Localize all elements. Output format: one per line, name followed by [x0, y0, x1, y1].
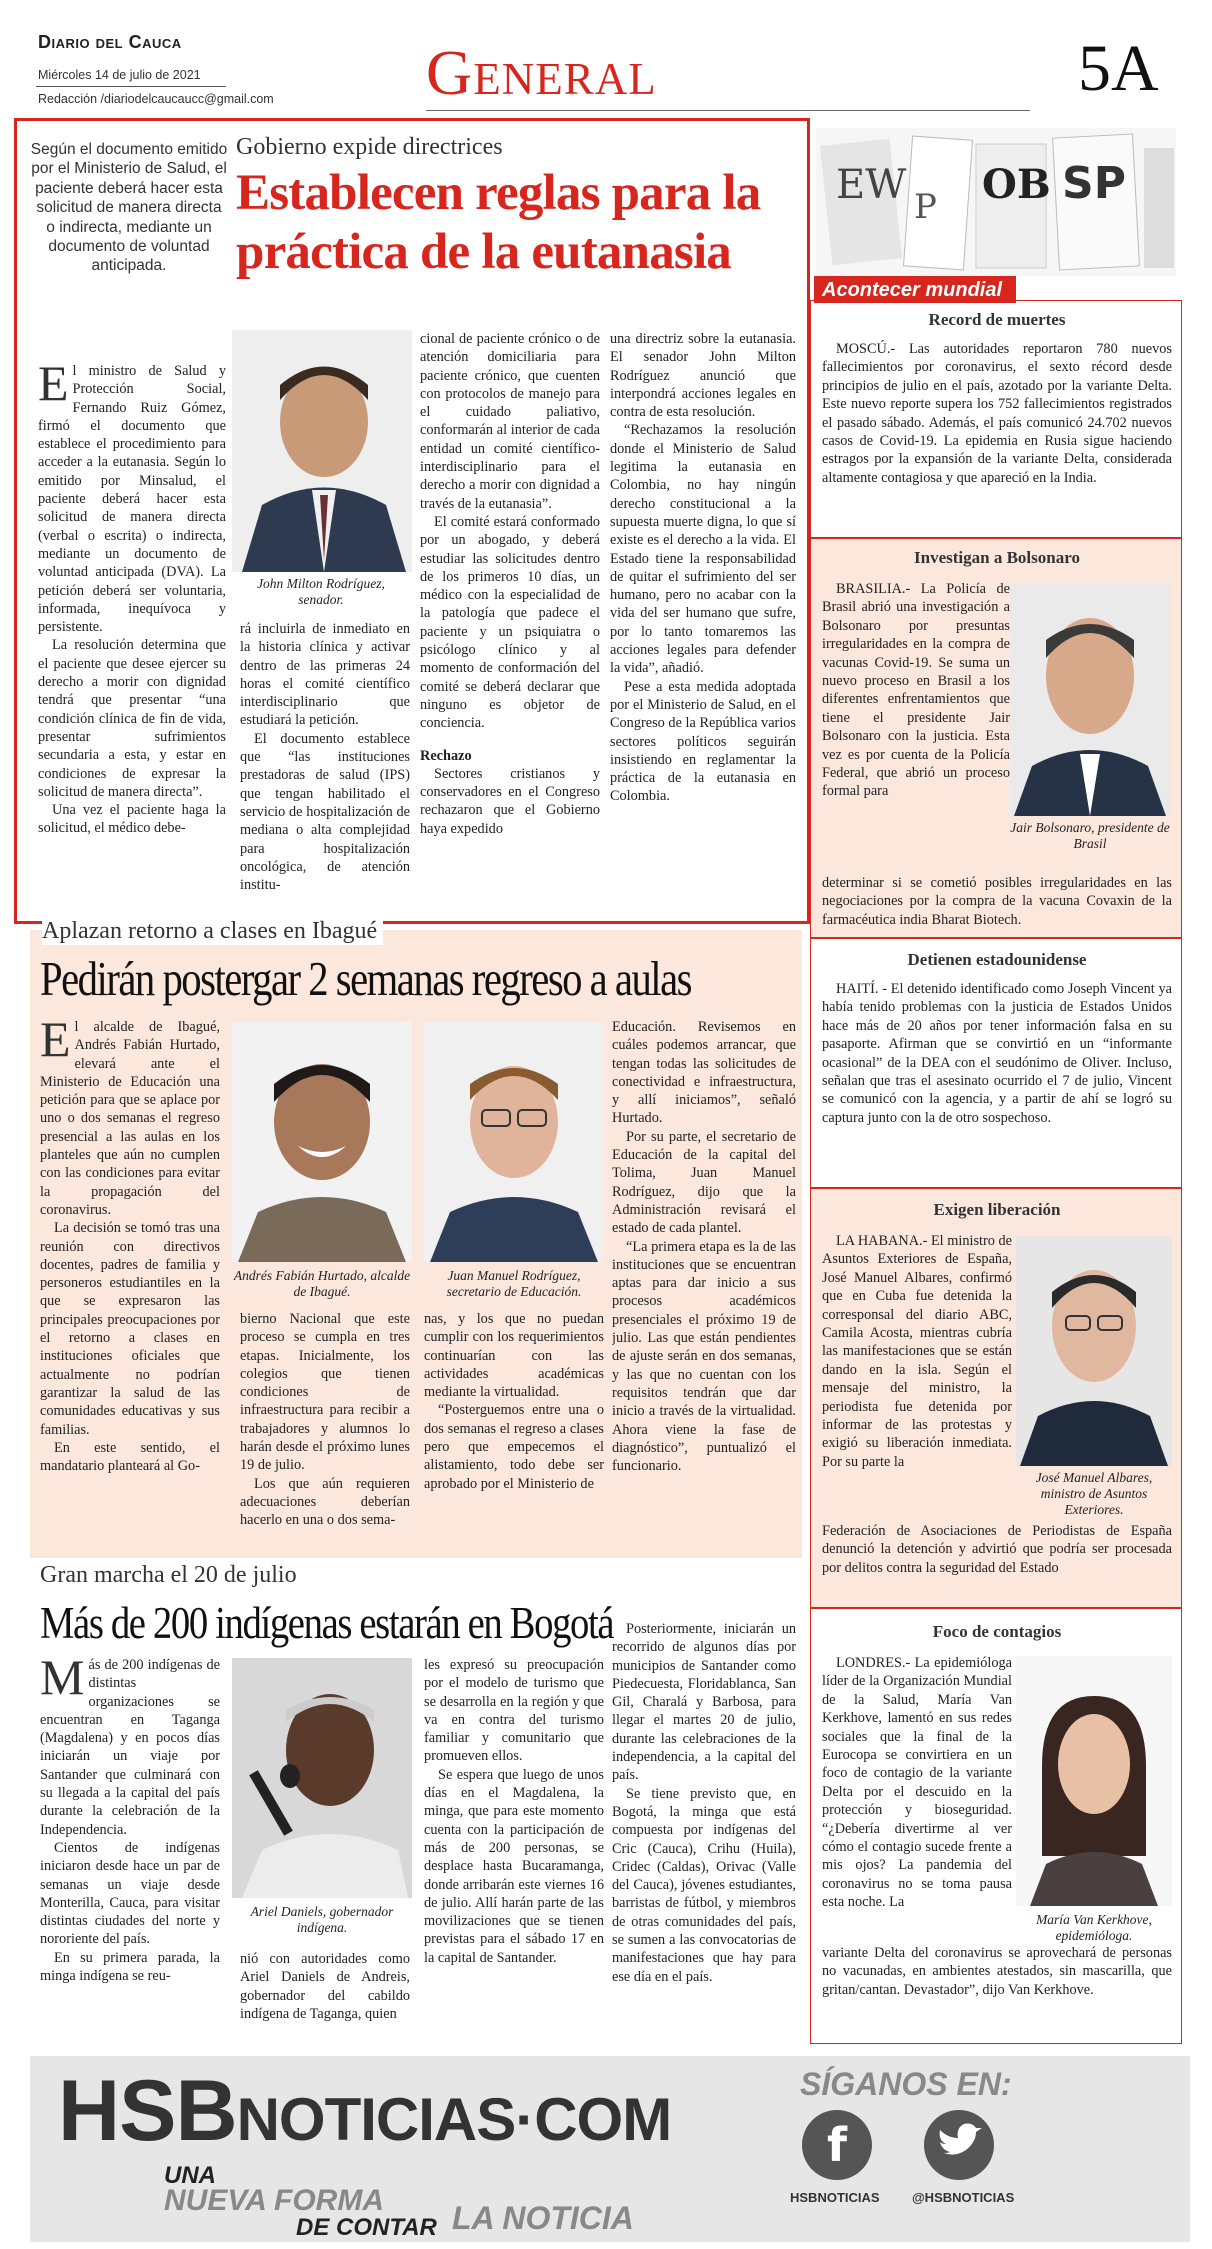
dropcap: M	[40, 1656, 85, 1705]
caption-bolsonaro: Jair Bolsonaro, presidente de Brasil	[1010, 820, 1170, 851]
ibague-col1	[40, 1018, 220, 1548]
svg-text:P: P	[914, 187, 937, 227]
ibague-col3	[424, 1310, 604, 1550]
eutanasia-col3	[420, 330, 600, 920]
caption-van-kerkhove: María Van Kerkhove, epidemióloga.	[1036, 1912, 1152, 1943]
ibague-headline: Pedirán postergar 2 semanas regreso a aulas	[40, 951, 692, 1006]
box-text	[822, 1522, 1172, 1577]
photo-john-milton	[232, 330, 412, 572]
paragraph: En su primera parada, la minga indígena se reu-	[40, 1949, 220, 1985]
paragraph: bierno Nacional que este proceso se cumpla en tres etapas. Inicialmente, los colegios que tienen condiciones de infraestructura para recibir a trabajadores y alumnos lo harán desde el próximo lunes 19 de julio.	[240, 1311, 410, 1474]
masthead-email: Redacción /diariodelcaucaucc@gmail.com	[38, 92, 274, 106]
paragraph: “Rechazamos la resolución donde el Ministerio de Salud legitima la eutanasia en Colombia, no hay ningún derecho constitucional a la supuesta muerte digna, lo que sí existe es el derecho a la vida. El Estado tiene la responsabilidad de quitar el sufrimiento del ser humano, pero no acabar con la vida del ser humano que sufre, por lo tanto tomaremos las acciones legales para defender la vida”, añadió.	[610, 422, 796, 677]
caption-albares: José Manuel Albares, ministro de Asuntos Exteriores.	[1035, 1470, 1153, 1517]
paragraph: Se espera que luego de unos días en el Magdalena, la minga, que para este momento cuenta con la participación de más de 200 personas, se desplace hasta Bucaramanga, donde arribarán este viernes 16 de julio. Allí harán parte de las movilizaciones que se tienen previstas para el sábado 17 en la capital de Santander.	[424, 1766, 604, 1966]
paragraph: “La primera etapa es la de las instituciones que se encuentran aptas para dar inicio a sus procesos académicos presenciales el próximo 19 de julio. Las que están pendientes de ajuste serán en dos semanas, y las que no cuentan con los requisitos tendrán que dar inicio a través de la virtualidad. Ahora viene la fase de diagnóstico”, puntualizó el funcionario.	[612, 1238, 796, 1475]
slogan-de-contar: DE CONTAR	[296, 2214, 437, 2241]
twitter-handle[interactable]: @HSBNOTICIAS	[912, 2190, 1015, 2205]
person-photo-icon	[1010, 584, 1170, 816]
eutanasia-lead: Según el documento emitido por el Ministerio de Salud, el paciente deberá hacer esta solicitud de manera directa o indirecta, mediante un documento de voluntad anticipada.	[30, 141, 228, 275]
paragraph: variante Delta del coronavirus se aprovechará de personas no vacunadas, en ambientes atestados, sin mascarilla, que gritan/cantan. Devastador”, dijo Van Kerkhove.	[822, 1945, 1172, 1998]
caption-juan-manuel: Juan Manuel Rodríguez, secretario de Educación.	[446, 1268, 582, 1299]
paragraph: Educación. Revisemos en cuáles podemos arrancar, que tengan todas las solicitudes de conectividad e infraestructura, y allí iniciamos”, señaló Hurtado.	[612, 1019, 796, 1127]
indigenas-headline: Más de 200 indígenas estarán en Bogotá	[40, 1598, 614, 1648]
photo-andres-hurtado	[232, 1022, 412, 1262]
masthead-line	[426, 110, 1030, 111]
caption-andres-hurtado: Andrés Fabián Hurtado, alcalde de Ibagué.	[233, 1268, 411, 1299]
paragraph: El documento establece que “las instituciones prestadoras de salud (IPS) que tengan habilitado el servicio de hospitalización de mediana o alta complejidad para hospitalización oncológica, de atención institu-	[240, 730, 410, 894]
slogan-la-noticia: LA NOTICIA	[452, 2200, 634, 2236]
person-photo-icon	[232, 1658, 412, 1898]
photo-ariel-daniels	[232, 1658, 412, 1898]
paragraph: cional de paciente crónico o de atención domiciliaria para paciente crónico, que cuenten con protocolos de manejo para el cuidado paliativo, conformarán al interior de cada entidad un comité científico- interdisciplinario para el derecho a morir con dignidad a través de la eutanasia”.	[420, 331, 600, 512]
follow-label: SÍGANOS EN:	[800, 2066, 1012, 2102]
paragraph: Los que aún requieren adecuaciones deberían hacerlo en una o dos sema-	[240, 1475, 410, 1529]
brand-noticias: NOTICIAS·COM	[236, 2086, 672, 2153]
subhead-rechazo: Rechazo	[420, 747, 472, 764]
box-title: Foco de contagios	[932, 1622, 1062, 1641]
person-photo-icon	[232, 330, 412, 572]
twitter-icon[interactable]	[924, 2110, 994, 2180]
masthead-rule	[36, 86, 226, 87]
indigenas-col4	[612, 1620, 796, 2040]
paragraph: rá incluirla de inmediato en la historia clínica y activar dentro de las primeras 24 horas el comité científico interdisciplinario que estudiará la petición.	[240, 621, 410, 729]
paragraph: l alcalde de Ibagué, Andrés Fabián Hurtado, elevará ante el Ministerio de Educación una petición para que se aplace por uno o dos semanas el regreso presencial a las aulas en los planteles que aún no cumplen con las condiciones para evitar la propagación del coronavirus.	[40, 1019, 220, 1218]
paragraph: La resolución determina que el paciente que desee ejercer su derecho a morir con dignidad tendrá que presentar “una condición clínica de fin de vida, presentar sufrimientos secundaria a esta, y estar en condiciones de expresar la solicitud de manera directa”.	[38, 637, 226, 800]
box-title: Record de muertes	[928, 310, 1066, 329]
indigenas-col3	[424, 1656, 604, 2041]
svg-text:OB: OB	[982, 161, 1051, 208]
brand-hsb: HSB	[58, 2063, 237, 2159]
section-title: General	[426, 37, 657, 108]
ibague-kicker: Aplazan retorno a clases en Ibagué	[42, 918, 383, 945]
svg-text:SP: SP	[1062, 158, 1126, 209]
box-text	[822, 980, 1172, 1127]
slogan-una: UNA	[164, 2162, 216, 2189]
paragraph: Sectores cristianos y conservadores en el Congreso rechazaron que el Gobierno haya expedido	[420, 765, 600, 837]
bird-icon	[924, 2110, 994, 2180]
paragraph: Se tiene previsto que, en Bogotá, la minga que está compuesta por indígenas del Cric (Cauca), Crihu (Huila), Cridec (Caldas), Orivac (Valle del Cauca), jóvenes estudiantes, barristas de fútbol, y miembros de otras comunidades del país, se sumen a las convocatorias de manifestaciones que hay para ese día en el país.	[612, 1785, 796, 1985]
box-title: Detienen estadounidense	[907, 950, 1087, 969]
caption-ariel-daniels: Ariel Daniels, gobernador indígena.	[250, 1904, 394, 1935]
box-text	[822, 1654, 1012, 1944]
box-text	[822, 1944, 1172, 1999]
newspapers-collage	[816, 128, 1176, 276]
ibague-col2	[240, 1310, 410, 1550]
masthead-paper-name: Diario del Cauca	[38, 32, 182, 52]
newspapers-icon	[816, 128, 1176, 276]
dropcap: E	[40, 1018, 71, 1067]
photo-juan-manuel-rodriguez	[424, 1022, 604, 1262]
ibague-col4	[612, 1018, 796, 1550]
indigenas-kicker: Gran marcha el 20 de julio	[40, 1562, 297, 1588]
box-title: Exigen liberación	[933, 1200, 1061, 1219]
photo-bolsonaro	[1010, 584, 1170, 816]
paragraph: HAITÍ. - El detenido identificado como Joseph Vincent ya había tenido problemas con la justicia de Estados Unidos hace más de 20 años por tener información falsa en su pasaporte. Afirman que se convirtió en un “informante ocasional” de la DEA con el seudónimo de Oliver. Incluso, señalan que tras el asesinato ocurrido el 7 de julio, Vincent se comunicó con la agencia, y a partir de ahí se logró su captura junto con la de otro sospechoso.	[822, 981, 1172, 1126]
person-photo-icon	[1016, 1656, 1172, 1906]
caption-john-milton: John Milton Rodríguez, senador.	[257, 576, 385, 607]
paragraph: En este sentido, el mandatario planteará al Go-	[40, 1439, 220, 1475]
paragraph: les expresó su preocupación por el modelo de turismo que se desarrolla en la región y que va en contra del turismo familiar y comunitario que promueven ellos.	[424, 1657, 604, 1765]
photo-albares	[1016, 1236, 1172, 1466]
paragraph: LONDRES.- La epidemióloga líder de la Organización Mundial de la Salud, María Van Kerkhove, lamentó en sus redes sociales que la final de la Eurocopa se convirtiera en un foco de contagio de la variante Delta por el descuido en la protección y bioseguridad. “¿Debería divertirme al ver cómo el contagio sucede frente a mis ojos? La pandemia del coronavirus no se toma pausa esta noche. La	[822, 1655, 1012, 1911]
paragraph: Por su parte, el secretario de Educación de la capital del Tolima, Juan Manuel Rodríguez, dijo que la Administración revisará el estado de cada plantel.	[612, 1128, 796, 1237]
facebook-icon[interactable]: f	[802, 2110, 872, 2180]
box-text	[822, 340, 1172, 487]
eutanasia-headline: Establecen reglas para la práctica de la eutanasia	[236, 165, 761, 280]
hsb-brand[interactable]	[58, 2062, 671, 2161]
paragraph: El comité estará conformado por un abogado, y deberá estudiar las solicitudes dentro de los primeros 10 días, un médico con la especialidad de la patología que padece el paciente y un psiquiatra o psicólogo clínico y al momento de conformación del comité se deberá declarar que ninguno es objetor de conciencia.	[420, 513, 600, 732]
paragraph: nas, y los que no puedan cumplir con los requerimientos continuarían con las actividades académicas mediante la virtualidad.	[424, 1311, 604, 1401]
svg-text:EW: EW	[836, 162, 907, 208]
person-photo-icon	[232, 1022, 412, 1262]
paragraph: “Posterguemos entre una o dos semanas el regreso a clases pero que empecemos el alistamiento, todo debe ser aprobado por el Ministerio de	[424, 1402, 604, 1492]
paragraph: MOSCÚ.- Las autoridades reportaron 780 nuevos fallecimientos por coronavirus, el sexto récord desde principios de julio en el país, azotado por la variante Delta. Este nuevo reporte supera los 752 fallecimientos registrados el pasado sábado. Además, el país comunicó 24.702 nuevos casos de Covid-19. La epidemia en Rusia sigue haciendo estragos por la expansión de la variante Delta, considerada altamente contagiosa y que apareció en la India.	[822, 341, 1172, 486]
paragraph: ás de 200 indígenas de distintas organizaciones se encuentran en Taganga (Magdalena) y en pocos días iniciarán un viaje por Santander que culminará con su llegada a la capital del país durante la celebración de la Independencia.	[40, 1657, 220, 1838]
paragraph: Pese a esta medida adoptada por el Ministerio de Salud, en el Congreso de la República varios sectores políticos seguirán insistiendo en reglamentar la práctica de la eutanasia en Colombia.	[610, 678, 796, 805]
eutanasia-col2	[240, 620, 410, 920]
photo-van-kerkhove	[1016, 1656, 1172, 1906]
box-text	[822, 580, 1010, 870]
paragraph: una directriz sobre la eutanasia. El senador John Milton Rodríguez anunció que interpondrá acciones legales en contra de esta resolución.	[610, 331, 796, 421]
masthead-date: Miércoles 14 de julio de 2021	[38, 68, 201, 82]
paragraph: l ministro de Salud y Protección Social, Fernando Ruiz Gómez, firmó el documento que establece el procedimiento para acceder a la eutanasia. Según lo emitido por Minsalud, el paciente deberá hacer esta solicitud de manera directa (verbal o escrita) o indirecta, mediante un documento de voluntad anticipada (DVA). La petición deberá ser voluntaria, informada, inequívoca y persistente.	[38, 363, 226, 636]
eutanasia-col1	[38, 362, 226, 918]
acontecer-mundial-label: Acontecer mundial	[814, 276, 1016, 303]
eutanasia-kicker: Gobierno expide directrices	[236, 134, 503, 160]
paragraph: nió con autoridades como Ariel Daniels de Andreis, gobernador del cabildo indígena de Taganga, quien	[240, 1951, 410, 2022]
person-photo-icon	[1016, 1236, 1172, 1466]
person-photo-icon	[424, 1022, 604, 1262]
facebook-handle[interactable]: HSBNOTICIAS	[790, 2190, 880, 2205]
box-text	[822, 1232, 1012, 1522]
paragraph: determinar si se cometió posibles irregularidades en las negociaciones por la compra de la vacuna Covaxin de la farmacéutica india Bharat Biotech.	[822, 875, 1172, 928]
paragraph: Cientos de indígenas iniciaron desde hace un par de semanas un viaje desde Monterilla, Cauca, para visitar distintas ciudades del norte y nororiente del país.	[40, 1839, 220, 1948]
eutanasia-col4	[610, 330, 796, 920]
dropcap: E	[38, 362, 69, 411]
paragraph: La decisión se tomó tras una reunión con directivos docentes, padres de familia y personeros estudiantiles en la que se expresaron las principales preocupaciones por el retorno a clases en instituciones oficiales que actualmente no podrían garantizar la salud de las comunidades educativas y sus familias.	[40, 1220, 220, 1438]
paragraph: Una vez el paciente haga la solicitud, el médico debe-	[38, 802, 226, 837]
box-text	[822, 874, 1172, 929]
indigenas-col1	[40, 1656, 220, 2041]
paragraph: Posteriormente, iniciarán un recorrido de algunos días por municipios de Santander como Piedecuesta, Floridablanca, San Gil, Charalá y Barbosa, para llegar el martes 20 de julio, durante las celebraciones de la independencia, a la capital del país.	[612, 1621, 796, 1784]
box-title: Investigan a Bolsonaro	[914, 548, 1080, 567]
indigenas-col2	[240, 1950, 410, 2040]
paragraph: Federación de Asociaciones de Periodistas de España denunció la detención y advirtió que podría ser procesada por delitos contra la seguridad del Estado	[822, 1523, 1172, 1576]
page-number: 5A	[1078, 32, 1159, 105]
paragraph: LA HABANA.- El ministro de Asuntos Exteriores de España, José Manuel Albares, confirmó que en Cuba fue detenida la corresponsal del diario ABC, Camila Acosta, mientras cubría las manifestaciones que se están dando en la isla. Según el mensaje del ministro, la periodista fue detenida por informar de las protestas y exigió su liberación inmediata. Por su parte la	[822, 1233, 1012, 1470]
slogan-nueva-forma: NUEVA FORMA	[164, 2184, 384, 2217]
paragraph: BRASILIA.- La Policía de Brasil abrió una investigación a Bolsonaro por presuntas irregularidades en la compra de vacunas Covid-19. Se suma un nuevo proceso en Brasil a los diferentes enfrentamientos que tiene el presidente Jair Bolsonaro con la justicia. Esta vez es por cuenta de la Policía Federal, que abrió un proceso formal para	[822, 581, 1010, 800]
